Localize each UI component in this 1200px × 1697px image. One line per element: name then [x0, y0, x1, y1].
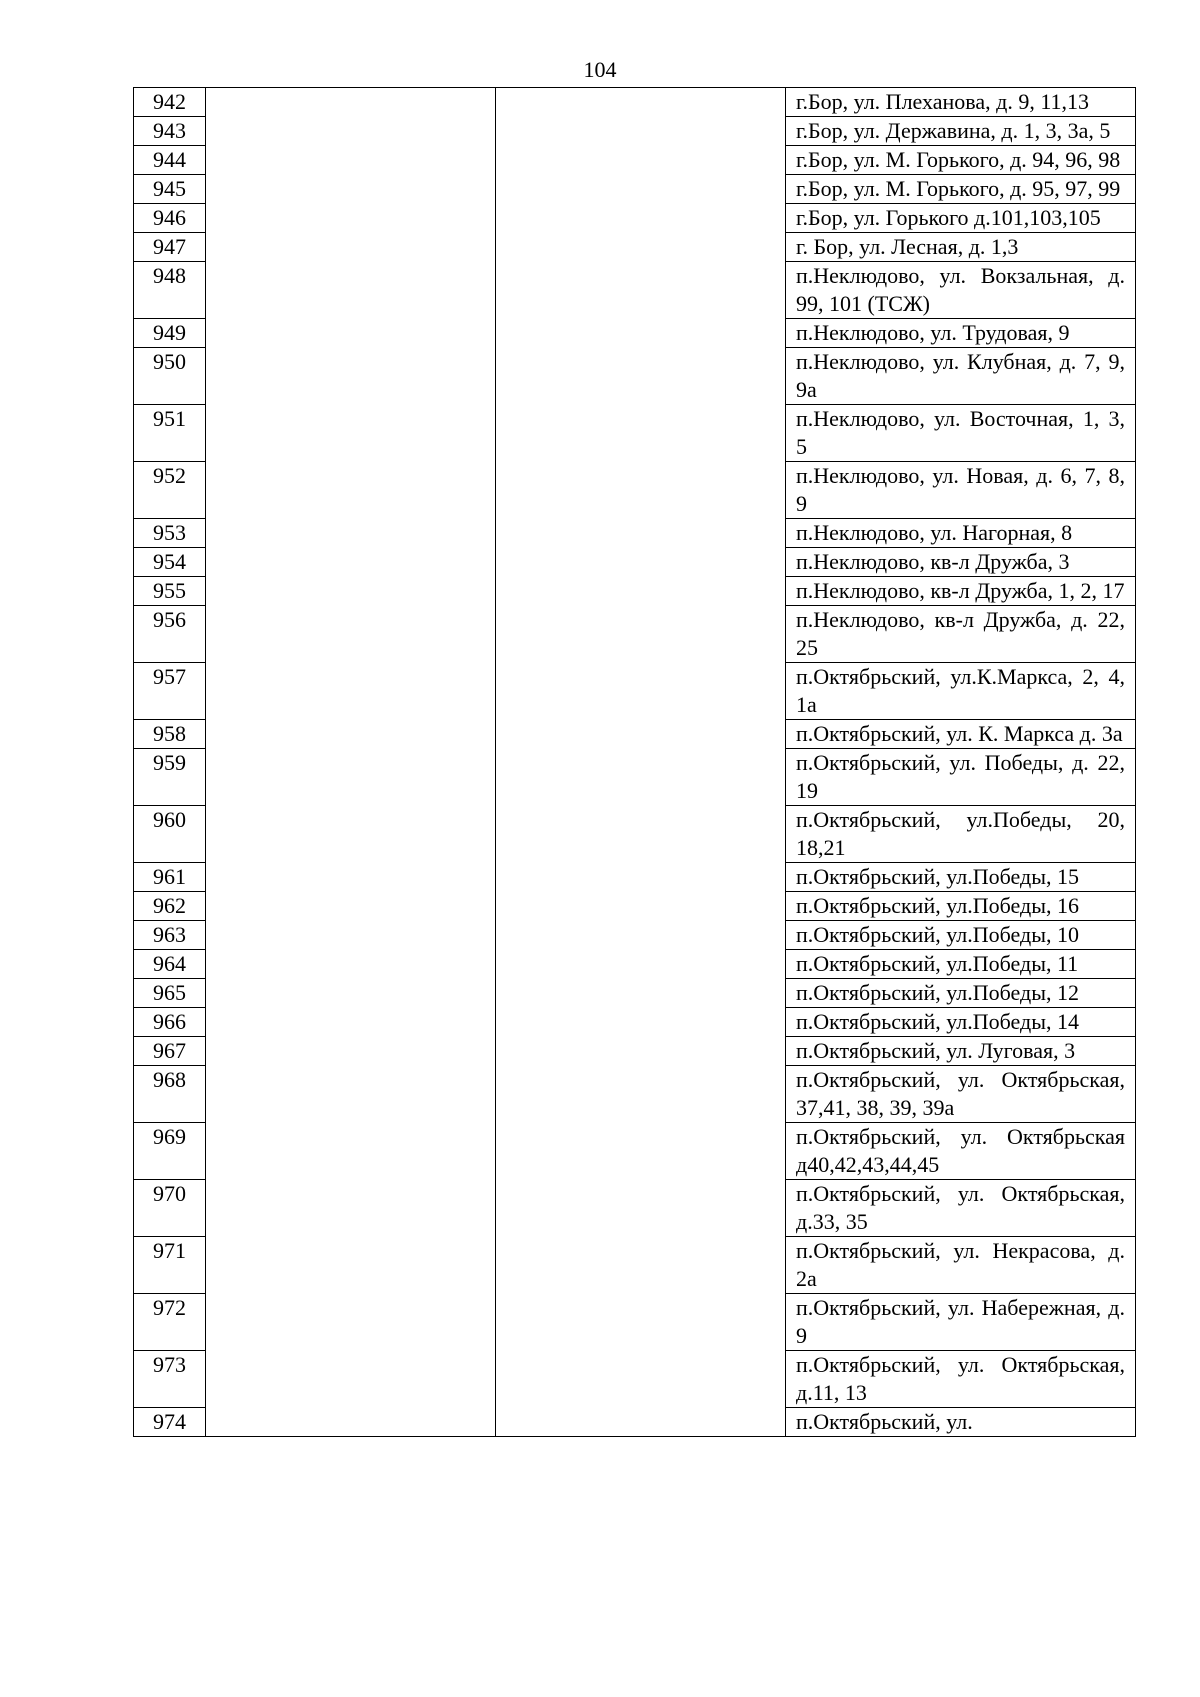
address-cell: п.Октябрьский, ул.К.Маркса, 2, 4, 1а: [786, 663, 1136, 720]
address-cell: г.Бор, ул. М. Горького, д. 94, 96, 98: [786, 146, 1136, 175]
empty-cell: [496, 663, 786, 720]
address-cell: г.Бор, ул. Плеханова, д. 9, 11,13: [786, 88, 1136, 117]
empty-cell: [496, 1351, 786, 1408]
address-cell: п.Неклюдово, ул. Восточная, 1, 3, 5: [786, 405, 1136, 462]
row-number: 953: [134, 519, 206, 548]
empty-cell: [206, 348, 496, 405]
table-row: [134, 979, 1136, 1008]
empty-cell: [206, 319, 496, 348]
empty-cell: [206, 720, 496, 749]
empty-cell: [206, 548, 496, 577]
empty-cell: [206, 1351, 496, 1408]
table-row: [134, 1237, 1136, 1294]
address-cell: п.Октябрьский, ул.Победы, 20, 18,21: [786, 806, 1136, 863]
table-row: [134, 1066, 1136, 1123]
empty-cell: [206, 146, 496, 175]
empty-cell: [206, 863, 496, 892]
table-row: [134, 863, 1136, 892]
table-row: [134, 921, 1136, 950]
empty-cell: [496, 749, 786, 806]
table-row: [134, 1008, 1136, 1037]
table-row: [134, 462, 1136, 519]
empty-cell: [206, 577, 496, 606]
empty-cell: [496, 262, 786, 319]
row-number: 947: [134, 233, 206, 262]
address-cell: п.Неклюдово, ул. Вокзальная, д. 99, 101 (ТСЖ): [786, 262, 1136, 319]
row-number: 969: [134, 1123, 206, 1180]
address-cell: п.Октябрьский, ул. Победы, д. 22, 19: [786, 749, 1136, 806]
table-row: [134, 720, 1136, 749]
row-number: 962: [134, 892, 206, 921]
empty-cell: [496, 1180, 786, 1237]
empty-cell: [206, 663, 496, 720]
empty-cell: [496, 720, 786, 749]
empty-cell: [206, 1294, 496, 1351]
empty-cell: [206, 1180, 496, 1237]
row-number: 972: [134, 1294, 206, 1351]
table-row: [134, 577, 1136, 606]
table-row: [134, 1180, 1136, 1237]
address-cell: п.Октябрьский, ул. К. Маркса д. 3а: [786, 720, 1136, 749]
row-number: 963: [134, 921, 206, 950]
empty-cell: [496, 806, 786, 863]
empty-cell: [496, 921, 786, 950]
empty-cell: [206, 950, 496, 979]
row-number: 957: [134, 663, 206, 720]
empty-cell: [206, 1066, 496, 1123]
empty-cell: [496, 950, 786, 979]
empty-cell: [206, 175, 496, 204]
table-row: [134, 1351, 1136, 1408]
table-row: [134, 204, 1136, 233]
table-row: [134, 1408, 1136, 1437]
empty-cell: [496, 117, 786, 146]
table-row: [134, 1037, 1136, 1066]
row-number: 950: [134, 348, 206, 405]
row-number: 958: [134, 720, 206, 749]
row-number: 954: [134, 548, 206, 577]
empty-cell: [496, 146, 786, 175]
empty-cell: [496, 1294, 786, 1351]
table-row: [134, 548, 1136, 577]
empty-cell: [496, 1123, 786, 1180]
empty-cell: [206, 606, 496, 663]
row-number: 974: [134, 1408, 206, 1437]
row-number: 955: [134, 577, 206, 606]
row-number: 970: [134, 1180, 206, 1237]
empty-cell: [206, 1408, 496, 1437]
row-number: 966: [134, 1008, 206, 1037]
empty-cell: [206, 117, 496, 146]
row-number: 973: [134, 1351, 206, 1408]
table-row: [134, 1123, 1136, 1180]
address-cell: г.Бор, ул. М. Горького, д. 95, 97, 99: [786, 175, 1136, 204]
address-cell: г. Бор, ул. Лесная, д. 1,3: [786, 233, 1136, 262]
empty-cell: [496, 577, 786, 606]
empty-cell: [206, 519, 496, 548]
address-table-body: [134, 88, 1136, 1437]
address-cell: п.Октябрьский, ул. Октябрьская, д.11, 13: [786, 1351, 1136, 1408]
row-number: 956: [134, 606, 206, 663]
empty-cell: [496, 233, 786, 262]
empty-cell: [206, 892, 496, 921]
empty-cell: [206, 749, 496, 806]
table-row: [134, 606, 1136, 663]
table-row: [134, 1294, 1136, 1351]
table-row: [134, 519, 1136, 548]
empty-cell: [206, 1123, 496, 1180]
table-row: [134, 146, 1136, 175]
table-row: [134, 175, 1136, 204]
empty-cell: [206, 1008, 496, 1037]
empty-cell: [206, 462, 496, 519]
empty-cell: [496, 606, 786, 663]
address-cell: г.Бор, ул. Горького д.101,103,105: [786, 204, 1136, 233]
empty-cell: [496, 548, 786, 577]
address-cell: п.Октябрьский, ул. Октябрьская, д.33, 35: [786, 1180, 1136, 1237]
table-row: [134, 88, 1136, 117]
table-row: [134, 405, 1136, 462]
page-number: 104: [583, 57, 617, 82]
empty-cell: [206, 979, 496, 1008]
row-number: 942: [134, 88, 206, 117]
table-row: [134, 806, 1136, 863]
row-number: 943: [134, 117, 206, 146]
row-number: 944: [134, 146, 206, 175]
empty-cell: [496, 892, 786, 921]
empty-cell: [496, 519, 786, 548]
empty-cell: [496, 204, 786, 233]
address-cell: п.Октябрьский, ул.Победы, 12: [786, 979, 1136, 1008]
empty-cell: [496, 348, 786, 405]
address-cell: г.Бор, ул. Державина, д. 1, 3, 3а, 5: [786, 117, 1136, 146]
empty-cell: [496, 1237, 786, 1294]
table-row: [134, 233, 1136, 262]
address-cell: п.Октябрьский, ул. Набережная, д. 9: [786, 1294, 1136, 1351]
address-cell: п.Октябрьский, ул.Победы, 10: [786, 921, 1136, 950]
table-row: [134, 117, 1136, 146]
table-row: [134, 663, 1136, 720]
empty-cell: [206, 88, 496, 117]
row-number: 967: [134, 1037, 206, 1066]
address-cell: п.Неклюдово, ул. Новая, д. 6, 7, 8, 9: [786, 462, 1136, 519]
row-number: 961: [134, 863, 206, 892]
table-row: [134, 262, 1136, 319]
empty-cell: [496, 175, 786, 204]
empty-cell: [496, 1008, 786, 1037]
empty-cell: [496, 1408, 786, 1437]
empty-cell: [206, 262, 496, 319]
address-cell: п.Октябрьский, ул.Победы, 11: [786, 950, 1136, 979]
table-row: [134, 749, 1136, 806]
row-number: 952: [134, 462, 206, 519]
empty-cell: [206, 405, 496, 462]
empty-cell: [206, 1237, 496, 1294]
empty-cell: [206, 806, 496, 863]
empty-cell: [496, 88, 786, 117]
empty-cell: [496, 319, 786, 348]
row-number: 959: [134, 749, 206, 806]
empty-cell: [206, 1037, 496, 1066]
address-cell: п.Октябрьский, ул.Победы, 14: [786, 1008, 1136, 1037]
row-number: 960: [134, 806, 206, 863]
address-cell: п.Неклюдово, ул. Клубная, д. 7, 9, 9а: [786, 348, 1136, 405]
address-cell: п.Октябрьский, ул.: [786, 1408, 1136, 1437]
row-number: 971: [134, 1237, 206, 1294]
address-cell: п.Неклюдово, ул. Нагорная, 8: [786, 519, 1136, 548]
address-cell: п.Октябрьский, ул. Некрасова, д. 2а: [786, 1237, 1136, 1294]
empty-cell: [496, 462, 786, 519]
table-row: [134, 348, 1136, 405]
empty-cell: [496, 405, 786, 462]
row-number: 964: [134, 950, 206, 979]
address-cell: п.Неклюдово, ул. Трудовая, 9: [786, 319, 1136, 348]
table-row: [134, 892, 1136, 921]
row-number: 948: [134, 262, 206, 319]
address-cell: п.Неклюдово, кв-л Дружба, д. 22, 25: [786, 606, 1136, 663]
row-number: 951: [134, 405, 206, 462]
row-number: 949: [134, 319, 206, 348]
empty-cell: [496, 979, 786, 1008]
empty-cell: [496, 1037, 786, 1066]
empty-cell: [206, 204, 496, 233]
row-number: 946: [134, 204, 206, 233]
empty-cell: [496, 863, 786, 892]
address-cell: п.Октябрьский, ул. Октябрьская д40,42,43,44,45: [786, 1123, 1136, 1180]
address-cell: п.Октябрьский, ул. Луговая, 3: [786, 1037, 1136, 1066]
row-number: 965: [134, 979, 206, 1008]
table-row: [134, 950, 1136, 979]
address-cell: п.Октябрьский, ул.Победы, 16: [786, 892, 1136, 921]
address-table: [133, 87, 1136, 1437]
empty-cell: [206, 233, 496, 262]
table-row: [134, 319, 1136, 348]
address-cell: п.Неклюдово, кв-л Дружба, 3: [786, 548, 1136, 577]
address-cell: п.Неклюдово, кв-л Дружба, 1, 2, 17: [786, 577, 1136, 606]
row-number: 945: [134, 175, 206, 204]
empty-cell: [496, 1066, 786, 1123]
row-number: 968: [134, 1066, 206, 1123]
address-cell: п.Октябрьский, ул.Победы, 15: [786, 863, 1136, 892]
address-cell: п.Октябрьский, ул. Октябрьская, 37,41, 38, 39, 39а: [786, 1066, 1136, 1123]
empty-cell: [206, 921, 496, 950]
